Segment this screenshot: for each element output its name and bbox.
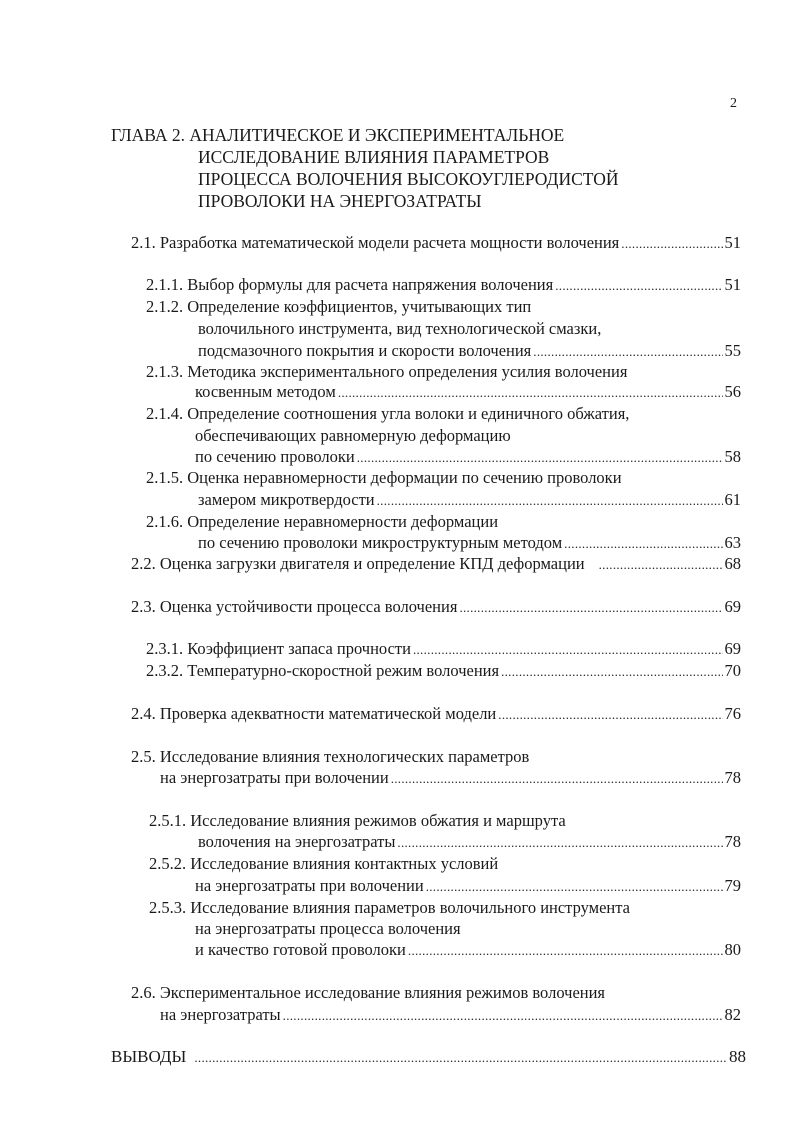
toc-entry-title: 2.4. Проверка адекватности математической модели bbox=[131, 704, 497, 723]
toc-entry-2-4[interactable] bbox=[131, 703, 741, 725]
leader-dots bbox=[498, 704, 722, 725]
toc-page-number: 68 bbox=[724, 554, 741, 573]
toc-entry-2-5-line1: 2.5. Исследование влияния технологических параметров bbox=[131, 747, 530, 766]
toc-entry-title: косвенным методом bbox=[195, 382, 336, 401]
toc-page-number: 55 bbox=[724, 341, 741, 360]
leader-dots bbox=[459, 597, 722, 618]
toc-page-number: 58 bbox=[724, 447, 741, 466]
toc-entry-2-1-4[interactable] bbox=[195, 446, 741, 468]
toc-entry-conclusions[interactable] bbox=[111, 1046, 746, 1068]
leader-dots bbox=[599, 554, 723, 575]
toc-entry-2-1-2-line1: 2.1.2. Определение коэффициентов, учитывающих тип bbox=[146, 297, 532, 316]
toc-entry-2-1-4-line2: обеспечивающих равномерную деформацию bbox=[195, 426, 511, 445]
leader-dots bbox=[426, 876, 723, 897]
toc-page-number: 88 bbox=[729, 1047, 746, 1066]
toc-entry-2-3-1[interactable] bbox=[146, 638, 741, 660]
toc-entry-title: волочения на энергозатраты bbox=[198, 832, 396, 851]
toc-entry-title: замером микротвердости bbox=[198, 490, 375, 509]
leader-dots bbox=[357, 447, 723, 468]
toc-entry-2-5-1-line1: 2.5.1. Исследование влияния режимов обжатия и маршрута bbox=[149, 811, 566, 830]
toc-page-number: 79 bbox=[724, 876, 741, 895]
toc-entry-2-1-2-line2: волочильного инструмента, вид технологической смазки, bbox=[198, 319, 602, 338]
toc-entry-title: 2.1.1. Выбор формулы для расчета напряжения волочения bbox=[146, 275, 554, 294]
toc-entry-2-5-1[interactable] bbox=[198, 831, 741, 853]
toc-entry-2-2[interactable] bbox=[131, 553, 741, 575]
toc-entry-2-5-2[interactable] bbox=[195, 875, 741, 897]
chapter-heading-line: ГЛАВА 2. АНАЛИТИЧЕСКОЕ И ЭКСПЕРИМЕНТАЛЬНОЕ bbox=[111, 125, 565, 145]
toc-entry-2-3-2[interactable] bbox=[146, 660, 741, 682]
toc-entry-2-1-4-line1: 2.1.4. Определение соотношения угла волоки и единичного обжатия, bbox=[146, 404, 630, 423]
toc-entry-2-1-6-line1: 2.1.6. Определение неравномерности деформации bbox=[146, 512, 499, 531]
toc-entry-2-1-5-line1: 2.1.5. Оценка неравномерности деформации по сечению проволоки bbox=[146, 468, 622, 487]
toc-entry-2-1-3-line1: 2.1.3. Методика экспериментального определения усилия волочения bbox=[146, 362, 628, 381]
toc-entry-2-1-1[interactable] bbox=[146, 274, 741, 296]
chapter-heading-line: ПРОВОЛОКИ НА ЭНЕРГОЗАТРАТЫ bbox=[198, 191, 482, 211]
toc-page-number: 69 bbox=[724, 597, 741, 616]
toc-entry-title: на энергозатраты при волочении bbox=[160, 768, 389, 787]
leader-dots bbox=[377, 490, 723, 511]
toc-page-number: 61 bbox=[724, 490, 741, 509]
toc-entry-title: и качество готовой проволоки bbox=[195, 940, 406, 959]
chapter-heading-line: ПРОЦЕССА ВОЛОЧЕНИЯ ВЫСОКОУГЛЕРОДИСТОЙ bbox=[198, 169, 619, 189]
toc-entry-2-1-5[interactable] bbox=[198, 489, 741, 511]
toc-page-number: 63 bbox=[724, 533, 741, 552]
toc-page-number: 80 bbox=[724, 940, 741, 959]
toc-page-number: 82 bbox=[724, 1005, 741, 1024]
page-number: 2 bbox=[730, 96, 737, 111]
toc-entry-2-1-2[interactable] bbox=[198, 340, 741, 362]
leader-dots bbox=[533, 341, 722, 362]
toc-page-number: 51 bbox=[724, 275, 741, 294]
toc-entry-title: по сечению проволоки bbox=[195, 447, 355, 466]
leader-dots bbox=[194, 1047, 727, 1068]
toc-page-number: 69 bbox=[724, 639, 741, 658]
leader-dots bbox=[555, 275, 722, 296]
toc-entry-title: по сечению проволоки микроструктурным методом bbox=[198, 533, 563, 552]
toc-page-number: 56 bbox=[724, 382, 741, 401]
toc-entry-2-6-line1: 2.6. Экспериментальное исследование влияния режимов волочения bbox=[131, 983, 606, 1002]
leader-dots bbox=[564, 533, 722, 554]
toc-page-number: 78 bbox=[724, 832, 741, 851]
leader-dots bbox=[501, 661, 722, 682]
toc-entry-title: 2.3.1. Коэффициент запаса прочности bbox=[146, 639, 411, 658]
leader-dots bbox=[408, 940, 723, 961]
toc-entry-2-6[interactable] bbox=[160, 1004, 741, 1026]
toc-entry-2-5[interactable] bbox=[160, 767, 741, 789]
leader-dots bbox=[621, 233, 722, 254]
toc-entry-2-3[interactable] bbox=[131, 596, 741, 618]
toc-entry-title: ВЫВОДЫ bbox=[111, 1047, 187, 1066]
leader-dots bbox=[283, 1005, 723, 1026]
toc-page-number: 51 bbox=[724, 233, 741, 252]
toc-entry-title: 2.2. Оценка загрузки двигателя и определение КПД деформации bbox=[131, 554, 585, 573]
toc-page-number: 70 bbox=[724, 661, 741, 680]
toc-entry-title: на энергозатраты при волочении bbox=[195, 876, 424, 895]
toc-entry-2-5-2-line1: 2.5.2. Исследование влияния контактных условий bbox=[149, 854, 499, 873]
toc-entry-2-1-3[interactable] bbox=[195, 381, 741, 403]
toc-entry-2-5-3-line2: на энергозатраты процесса волочения bbox=[195, 919, 461, 938]
chapter-heading-line: ИССЛЕДОВАНИЕ ВЛИЯНИЯ ПАРАМЕТРОВ bbox=[198, 147, 550, 167]
chapter-heading bbox=[111, 124, 619, 212]
toc-page-number: 76 bbox=[724, 704, 741, 723]
toc-page-number: 78 bbox=[724, 768, 741, 787]
toc-entry-title: 2.3.2. Температурно-скоростной режим волочения bbox=[146, 661, 500, 680]
toc-entry-2-5-3-line1: 2.5.3. Исследование влияния параметров волочильного инструмента bbox=[149, 898, 630, 917]
toc-entry-title: на энергозатраты bbox=[160, 1005, 281, 1024]
toc-entry-title: 2.3. Оценка устойчивости процесса волочения bbox=[131, 597, 458, 616]
toc-entry-2-1-6[interactable] bbox=[198, 532, 741, 554]
leader-dots bbox=[413, 639, 723, 660]
leader-dots bbox=[338, 382, 723, 403]
toc-entry-2-1[interactable] bbox=[131, 232, 741, 254]
toc-entry-title: подсмазочного покрытия и скорости волочения bbox=[198, 341, 532, 360]
leader-dots bbox=[391, 768, 723, 789]
toc-entry-title: 2.1. Разработка математической модели расчета мощности волочения bbox=[131, 233, 620, 252]
leader-dots bbox=[397, 832, 722, 853]
toc-entry-2-5-3[interactable] bbox=[195, 939, 741, 961]
